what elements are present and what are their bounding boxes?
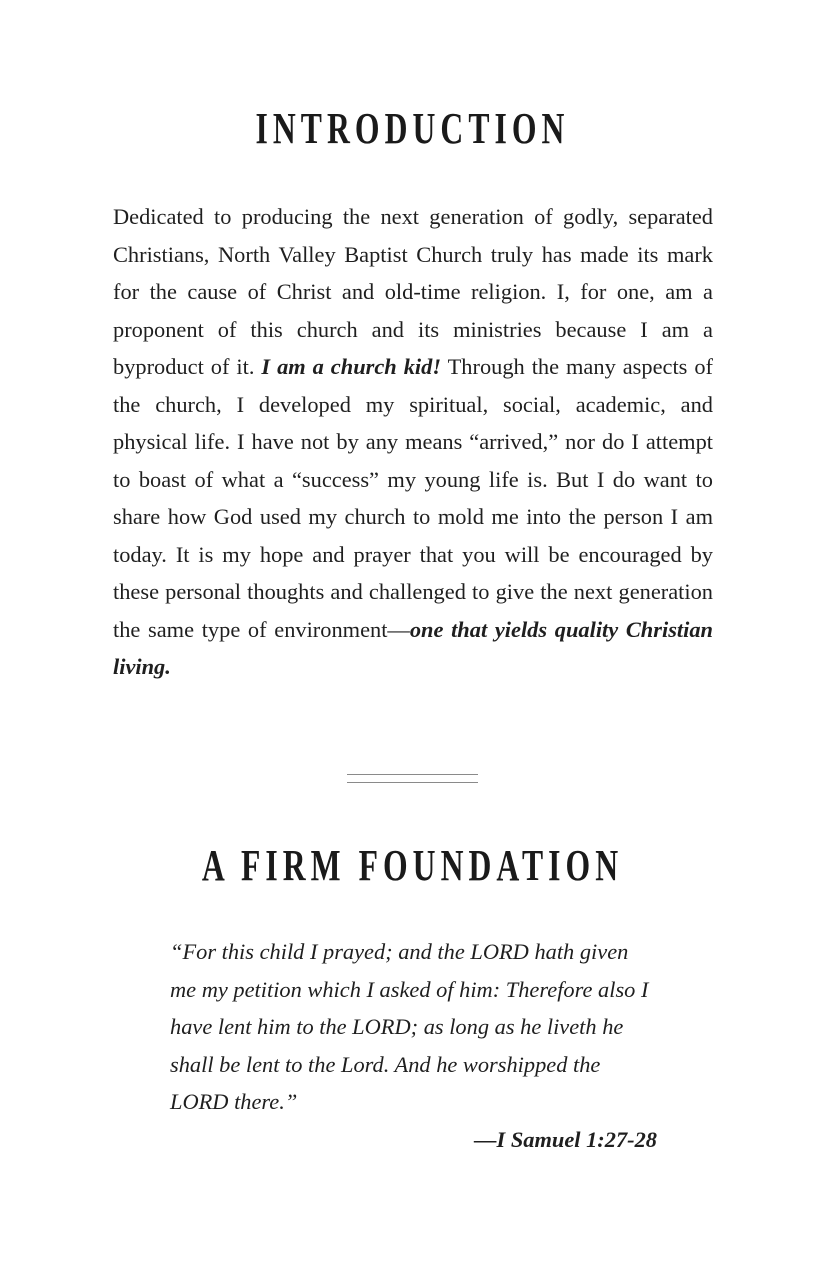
introduction-paragraph <box>113 198 713 686</box>
firm-foundation-heading: A FIRM FOUNDATION <box>201 841 624 890</box>
introduction-emphasis-quality-living: one that yields quality Christian living. <box>113 616 713 679</box>
section-divider <box>347 774 478 783</box>
scripture-quote: “For this child I prayed; and the LORD hath given me my petition which I asked of him: Therefore also I have lent him to the LORD; as long as he liveth he shall be lent to the Lord. And he worshipped the LORD there.” <box>170 939 649 1114</box>
introduction-emphasis-church-kid: I am a church kid! <box>261 354 442 379</box>
scripture-citation: —I Samuel 1:27-28 <box>474 1127 657 1152</box>
introduction-text-part2: Through the many aspects of the church, I developed my spiritual, social, academic, and physical life. I have not by any means “arrived,” nor do I attempt to boast of what a “success” my young life is. But I do want to share how God used my church to mold me into the person I am today. It is my hope and prayer that you will be encouraged by these personal thoughts and challenged to give the next generation the same type of environment— <box>113 354 714 642</box>
introduction-heading: INTRODUCTION <box>255 104 570 153</box>
introduction-text-part1: Dedicated to producing the next generation of godly, separated Christians, North Valley Baptist Church truly has made its mark for the cause of Christ and old-time religion. I, for one, am a proponent of this church and its ministries because I am a byproduct of it. <box>113 204 713 379</box>
